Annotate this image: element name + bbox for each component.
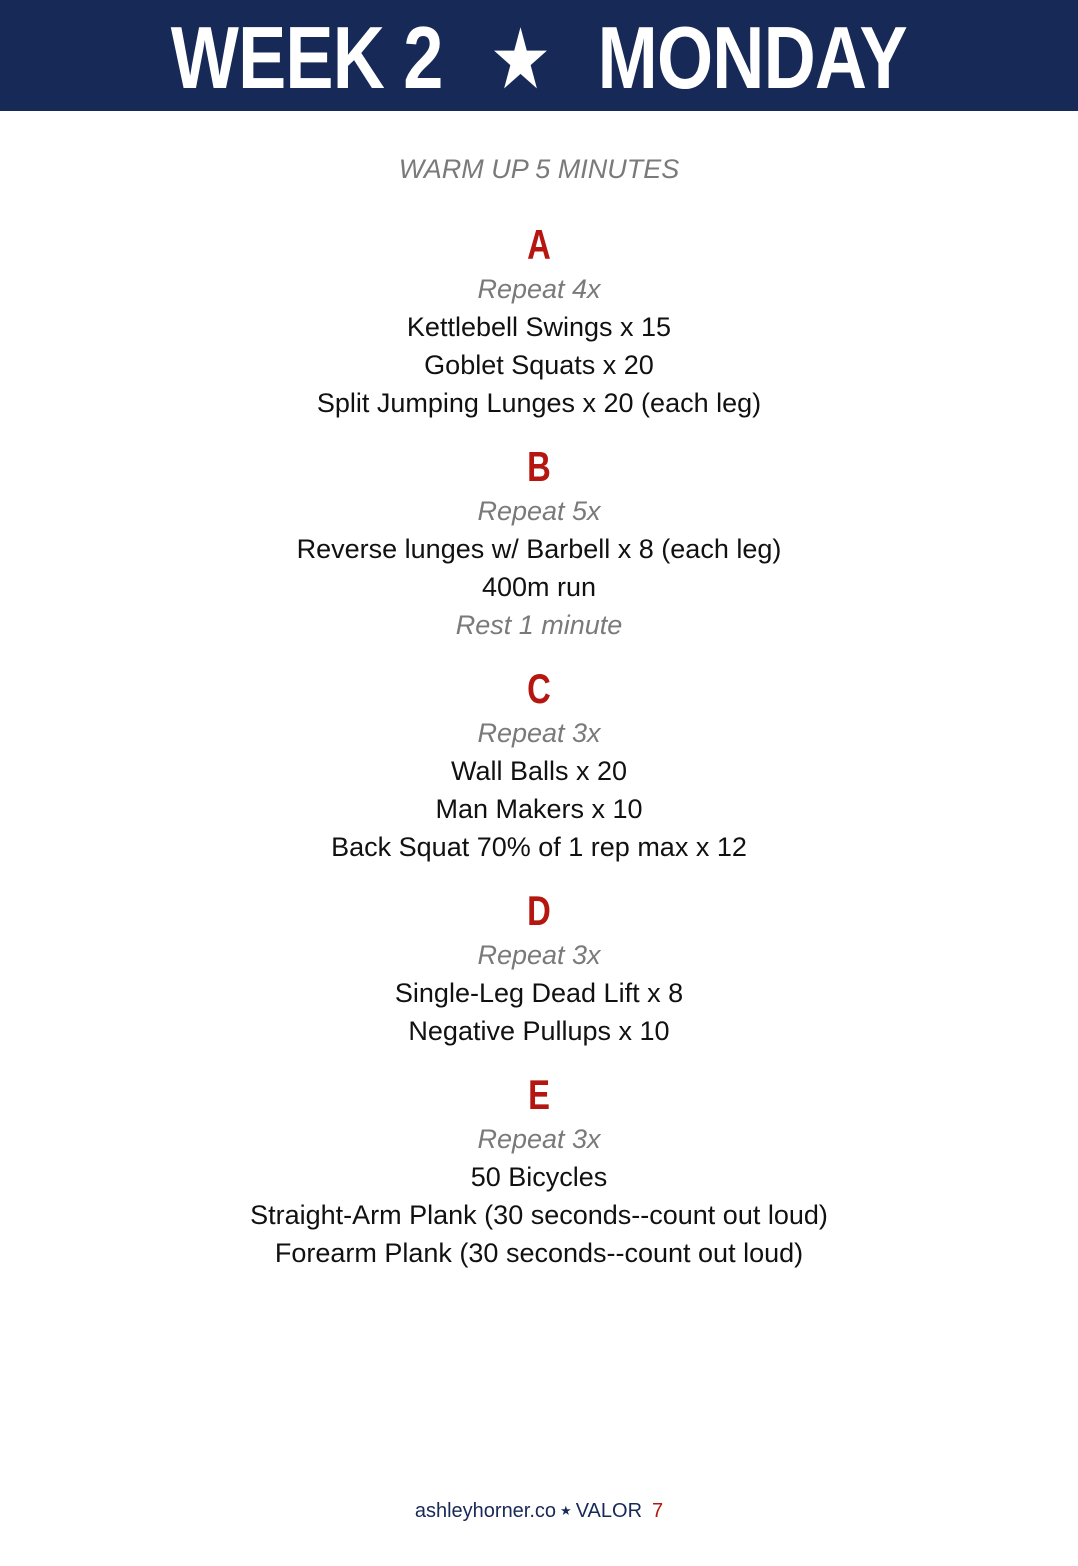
workout-content (0, 140, 1078, 1272)
section-letter: B (527, 443, 551, 490)
exercise-item: Kettlebell Swings x 15 (406, 312, 672, 342)
section-letter: C (527, 665, 551, 712)
repeat-note: Repeat 4x (477, 274, 601, 304)
page-header (0, 0, 1078, 111)
page-footer (0, 1500, 1078, 1523)
repeat-note: Repeat 5x (477, 496, 601, 526)
section-d (0, 888, 1078, 1050)
repeat-note: Repeat 3x (477, 718, 601, 748)
section-letter: A (527, 221, 551, 268)
exercise-item: Negative Pullups x 10 (408, 1016, 670, 1046)
section-letter: E (528, 1071, 550, 1118)
exercise-item: Goblet Squats x 20 (424, 350, 654, 380)
warmup-note: WARM UP 5 MINUTES (398, 154, 680, 184)
repeat-note: Repeat 3x (477, 1124, 601, 1154)
section-b (0, 444, 1078, 644)
star-icon: ★ (560, 1503, 572, 1518)
exercise-item: Single-Leg Dead Lift x 8 (394, 978, 684, 1008)
exercise-item: Straight-Arm Plank (30 seconds--count out loud) (250, 1200, 828, 1230)
footer-brand: VALOR (575, 1500, 643, 1522)
exercise-item: Back Squat 70% of 1 rep max x 12 (331, 832, 747, 862)
section-c (0, 666, 1078, 866)
section-letter: D (527, 887, 551, 934)
repeat-note: Repeat 3x (477, 940, 601, 970)
exercise-item: 50 Bicycles (470, 1162, 608, 1192)
footer-site: ashleyhorner.co (414, 1500, 557, 1522)
exercise-item: Man Makers x 10 (435, 794, 643, 824)
section-a (0, 222, 1078, 422)
exercise-item: Wall Balls x 20 (450, 756, 628, 786)
header-day: MONDAY (597, 7, 908, 107)
exercise-item: 400m run (481, 572, 597, 602)
exercise-item: Reverse lunges w/ Barbell x 8 (each leg) (296, 534, 782, 564)
exercise-item: Split Jumping Lunges x 20 (each leg) (316, 388, 762, 418)
section-e (0, 1072, 1078, 1272)
star-icon: ★ (489, 11, 551, 106)
rest-note: Rest 1 minute (455, 610, 623, 640)
header-week: WEEK 2 (170, 7, 443, 107)
header-title (170, 7, 908, 107)
page-number: 7 (652, 1500, 664, 1522)
exercise-item: Forearm Plank (30 seconds--count out loud) (274, 1238, 804, 1268)
